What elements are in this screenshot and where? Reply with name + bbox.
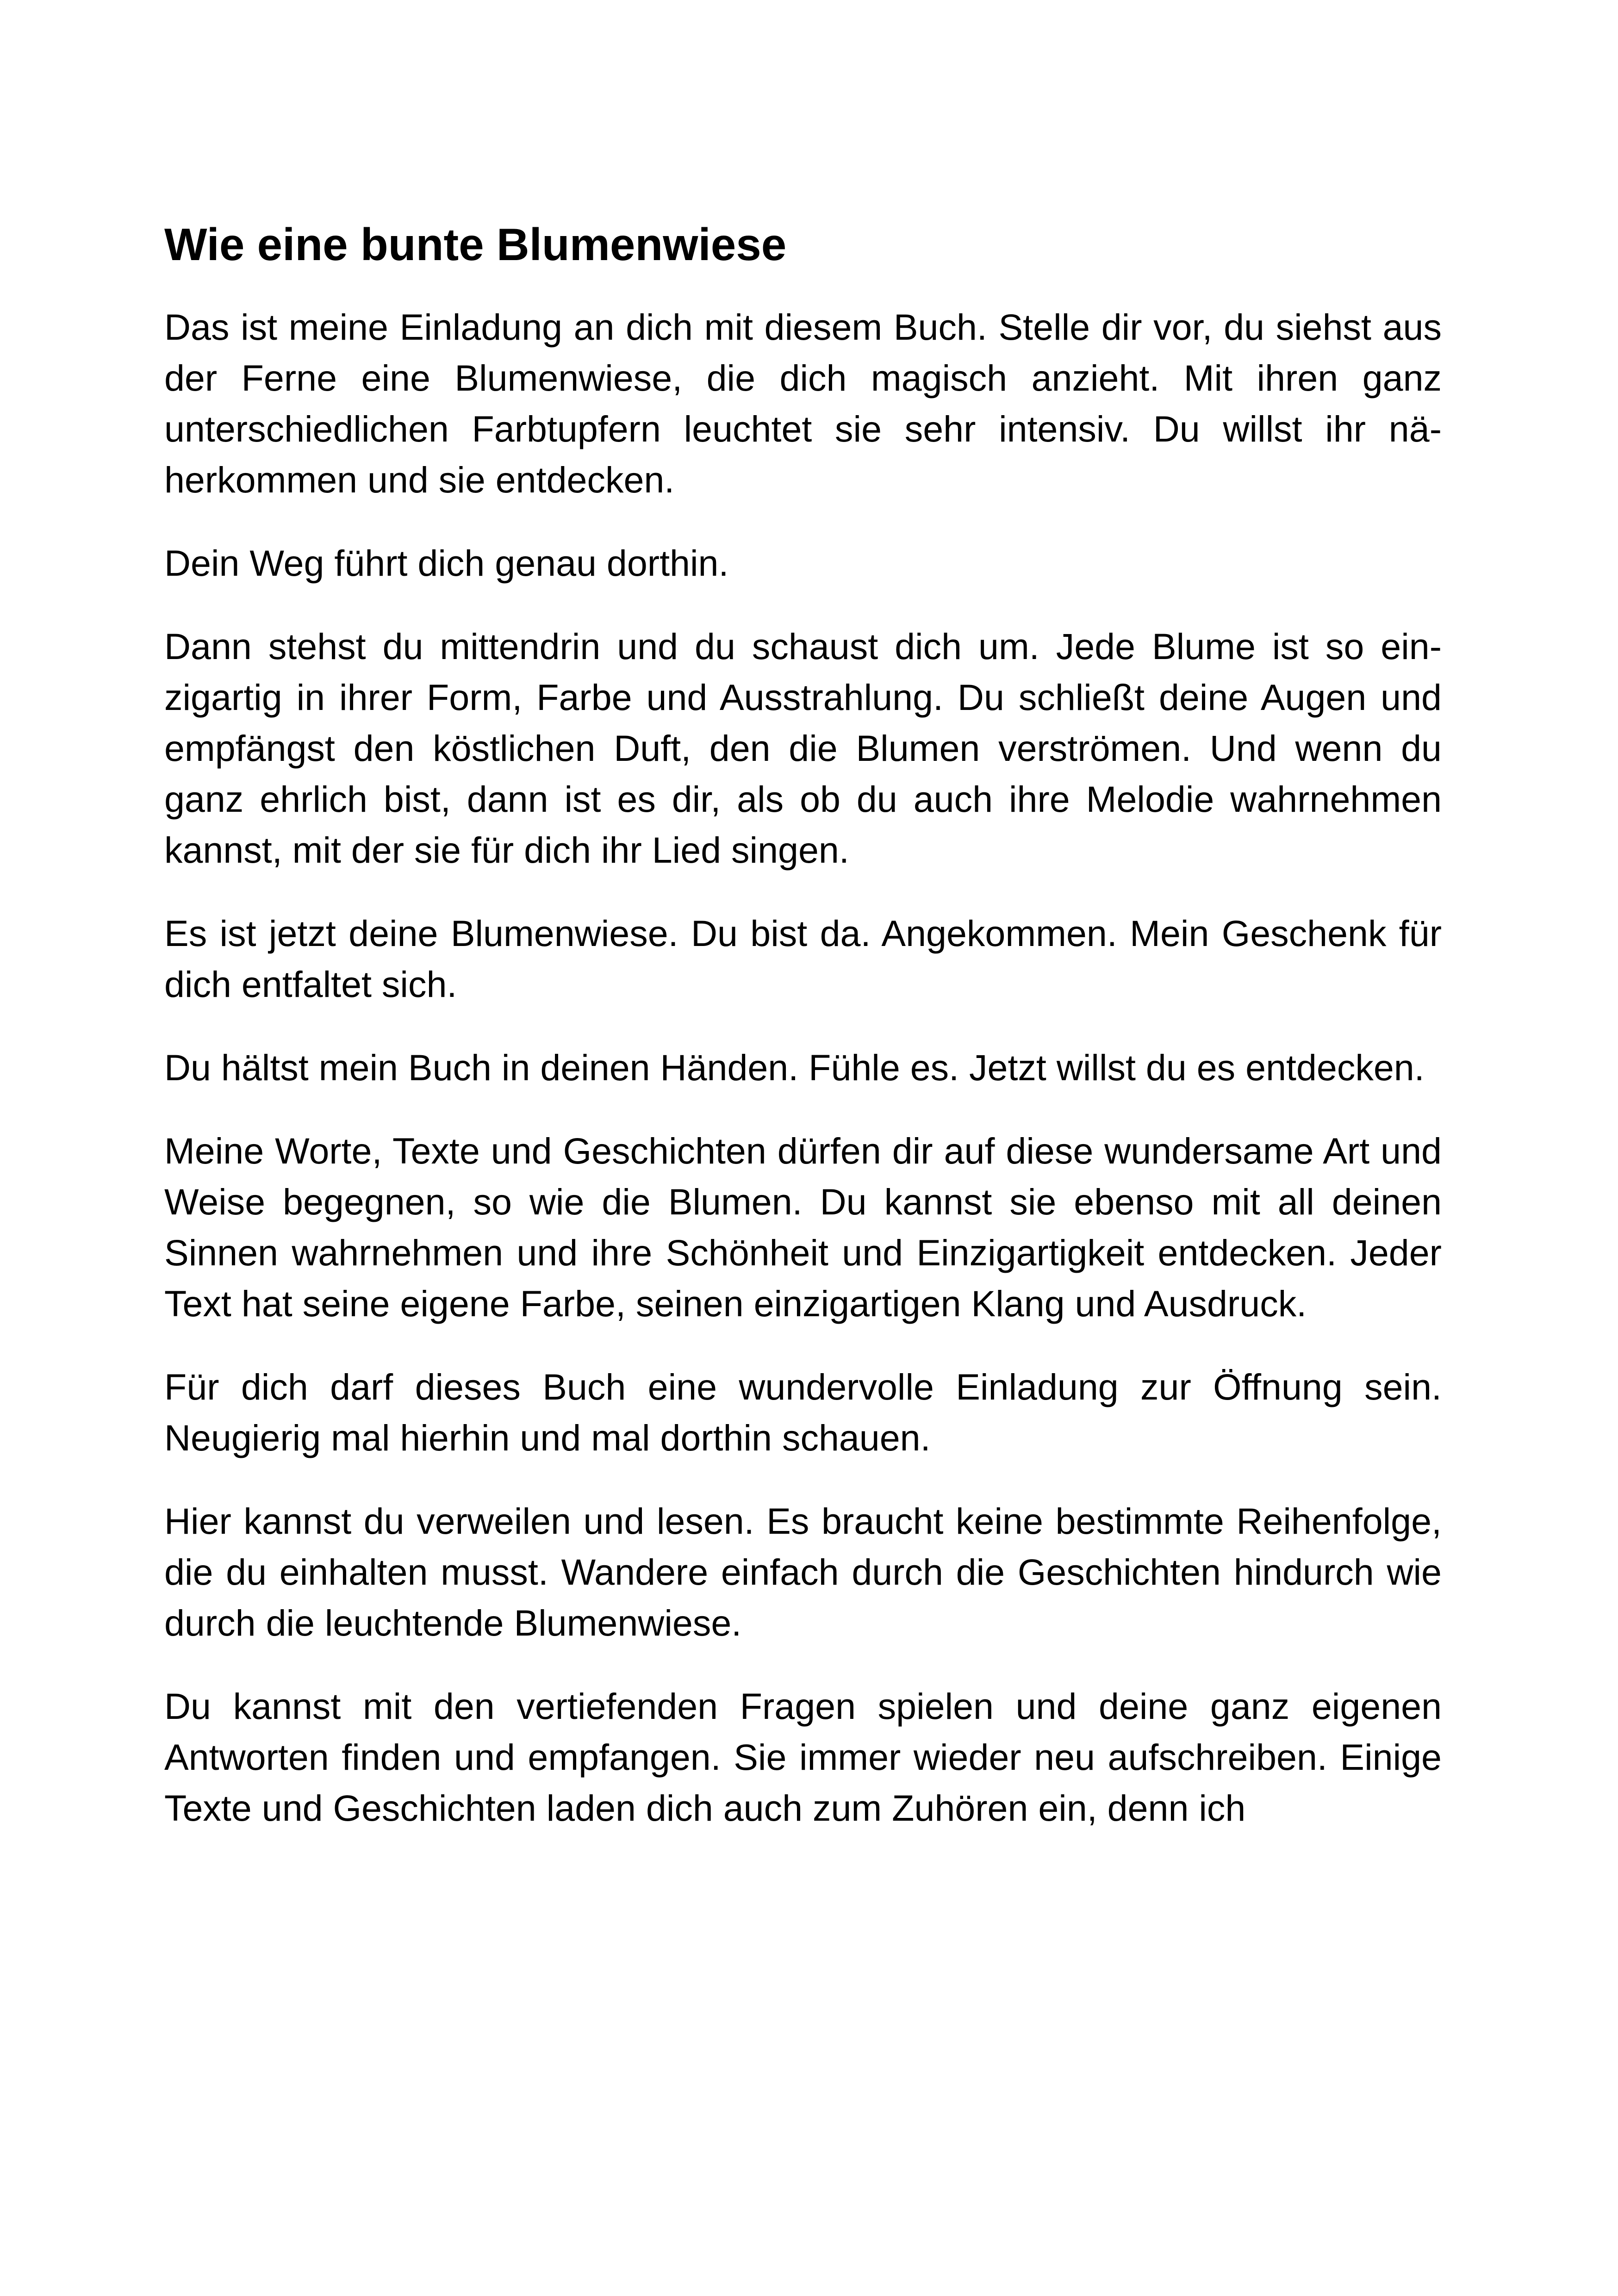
paragraph-3: Dann stehst du mittendrin und du schaust dich um. Jede Blume ist so einzigartig in ihrer Form, Farbe und Ausstrahlung. Du schließt deine Augen und empfängst den köstlichen Duft, den die Blumen verströmen. Und wenn du ganz ehrlich bist, dann ist es dir, als ob du auch ihre Melodie wahrnehmen kannst, mit der sie für dich ihr Lied singen. (164, 625, 1442, 871)
paragraph-7: Für dich darf dieses Buch eine wundervolle Einladung zur Öffnung sein. Neugierig mal hierhin und mal dorthin schauen. (164, 1366, 1442, 1458)
paragraph-6: Meine Worte, Texte und Geschichten dürfen dir auf diese wundersame Art und Weise begegnen, so wie die Blumen. Du kannst sie ebenso mit all deinen Sinnen wahrnehmen und ihre Schönheit und Einzigartigkeit entdecken. Jeder Text hat seine eigene Farbe, seinen einzigartigen Klang und Ausdruck. (164, 1130, 1442, 1324)
paragraph-5: Du hältst mein Buch in deinen Händen. Fühle es. Jetzt willst du es entdecken. (164, 1046, 1425, 1088)
book-page (164, 218, 1442, 1866)
paragraph-2: Dein Weg führt dich genau dorthin. (164, 542, 729, 584)
paragraph-1: Das ist meine Einladung an dich mit diesem Buch. Stelle dir vor, du siehst aus der Ferne eine Blumenwiese, die dich magisch anzieht. Mit ihren ganz unterschiedlichen Farbtupfern leuchtet sie sehr intensiv. Du willst ihr näherkommen und sie entdecken. (164, 306, 1442, 500)
paragraph-8: Hier kannst du verweilen und lesen. Es braucht keine bestimmte Reihenfolge, die du einhalten musst. Wandere einfach durch die Geschichten hindurch wie durch die leuchtende Blumenwiese. (164, 1500, 1442, 1643)
paragraph-9: Du kannst mit den vertiefenden Fragen spielen und deine ganz eigenen Antworten finden und empfangen. Sie immer wieder neu aufschreiben. Einige Texte und Geschichten laden dich auch zum Zuhören ein, denn ich (164, 1685, 1442, 1829)
paragraph-4: Es ist jetzt deine Blumenwiese. Du bist da. Angekommen. Mein Geschenk für dich entfaltet sich. (164, 912, 1442, 1005)
chapter-title: Wie eine bunte Blumenwiese (164, 219, 787, 270)
